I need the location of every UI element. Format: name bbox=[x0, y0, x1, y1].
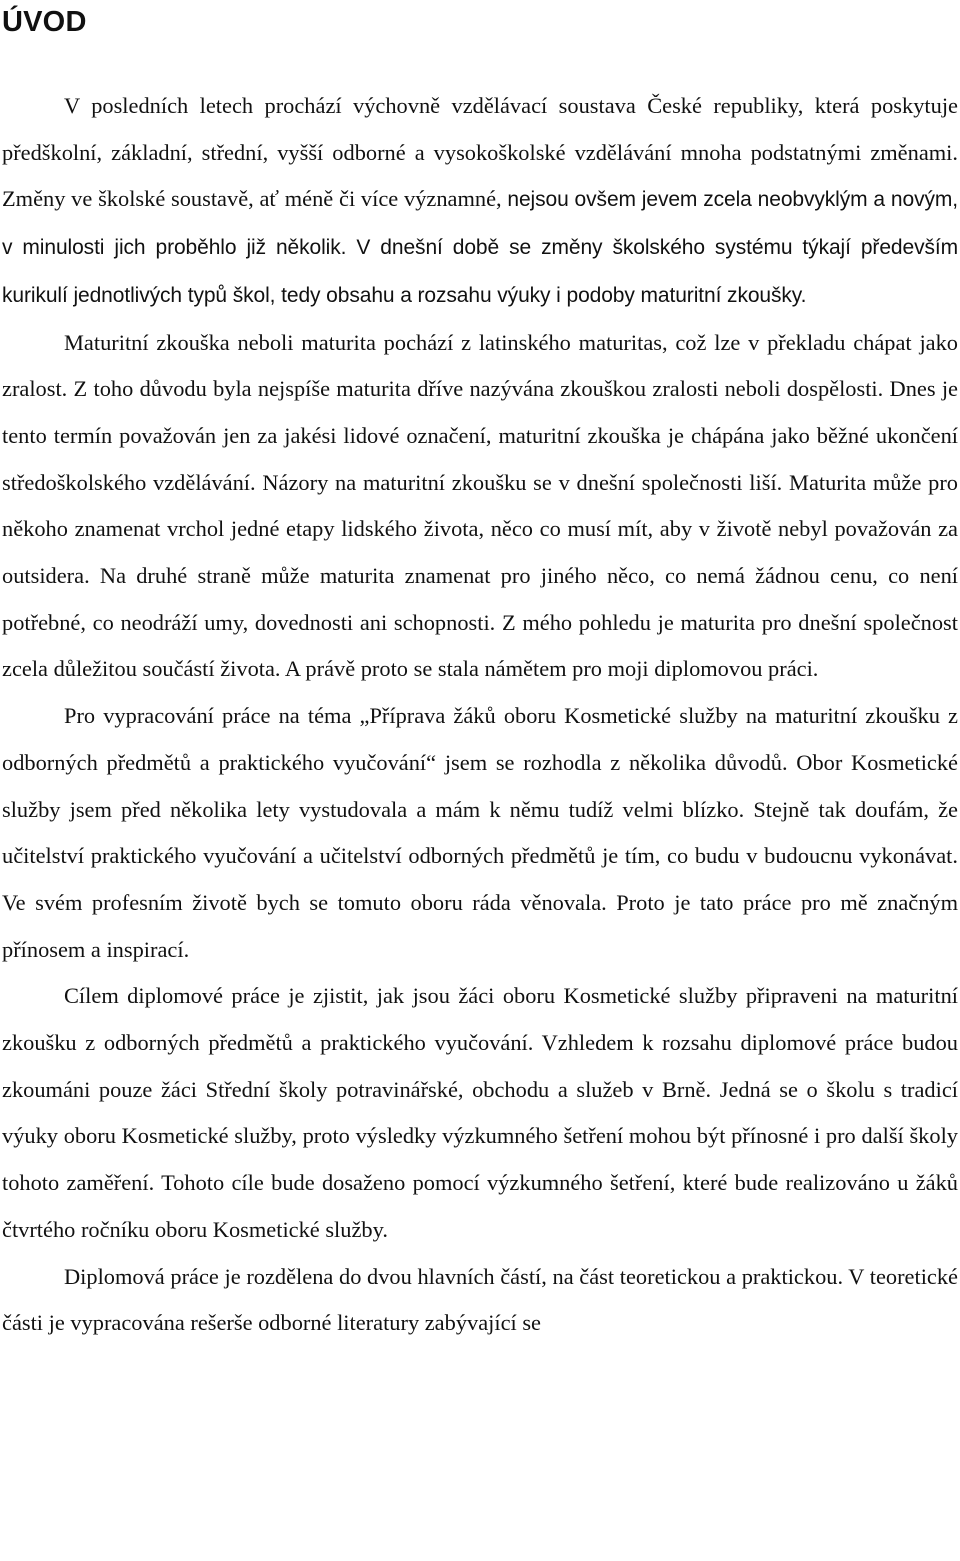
paragraph-intro bbox=[2, 83, 958, 320]
paragraph-goal: Cílem diplomové práce je zjistit, jak jsou žáci oboru Kosmetické služby připraveni na maturitní zkoušku z odborných předmětů a praktického vyučování. Vzhledem k rozsahu diplomové práce budou zkoumáni pouze žáci Střední školy potravinářské, obchodu a služeb v Brně. Jedná se o školu s tradicí výuky oboru Kosmetické služby, proto výsledky výzkumného šetření mohou být přínosné i pro další školy tohoto zaměření. Tohoto cíle bude dosaženo pomocí výzkumného šetření, které bude realizováno u žáků čtvrtého ročníku oboru Kosmetické služby. bbox=[2, 983, 958, 1242]
paragraph-structure: Diplomová práce je rozdělena do dvou hlavních částí, na část teoretickou a praktickou. V teoretické části je vypracována rešerše odborné literatury zabývající se bbox=[2, 1263, 958, 1336]
paragraph-intro-part-2: nejsou ovšem jevem zcela neobvyklým a novým, v minulosti jich proběhlo již několik. V dnešní době se změny školského systému týkají především kurikulí jednotlivých typů škol, tedy obsahu a rozsahu výuky i podoby maturitní zkoušky. bbox=[2, 188, 958, 307]
chapter-body bbox=[2, 83, 958, 1347]
paragraph-maturita: Maturitní zkouška neboli maturita pochází z latinského maturitas, což lze v překladu chápat jako zralost. Z toho důvodu byla nejspíše maturita dříve nazývána zkouškou zralosti neboli dospělosti. Dnes je tento termín považován jen za jakési lidové označení, maturitní zkouška je chápána jako běžné ukončení středoškolského vzdělávání. Názory na maturitní zkoušku se v dnešní společnosti liší. Maturita může pro někoho znamenat vrchol jedné etapy lidského života, něco co musí mít, aby v životě nebyl považován za outsidera. Na druhé straně může maturita znamenat pro jiného něco, co nemá žádnou cenu, co není potřebné, co neodráží umy, dovednosti ani schopnosti. Z mého pohledu je maturita pro dnešní společnost zcela důležitou součástí života. A právě proto se stala námětem pro moji diplomovou práci. bbox=[2, 329, 958, 682]
chapter-heading: ÚVOD bbox=[2, 6, 87, 38]
paragraph-motivation: Pro vypracování práce na téma „Příprava žáků oboru Kosmetické služby na maturitní zkoušku z odborných předmětů a praktického vyučování“ jsem se rozhodla z několika důvodů. Obor Kosmetické služby jsem před několika lety vystudovala a mám k němu tudíž velmi blízko. Stejně tak doufám, že učitelství praktického vyučování a učitelství odborných předmětů je tím, co budu v budoucnu vykonávat. Ve svém profesním životě bych se tomuto oboru ráda věnovala. Proto je tato práce pro mě značným přínosem a inspirací. bbox=[2, 703, 958, 962]
paragraph-intro-part-1: V posledních letech prochází výchovně vzdělávací soustava České republiky, která poskytuje předškolní, základní, střední, vyšší odborné a vysokoškolské vzdělávání mnoha podstatnými změnami. Změny ve školské soustavě, ať méně či více významné, bbox=[2, 93, 958, 212]
